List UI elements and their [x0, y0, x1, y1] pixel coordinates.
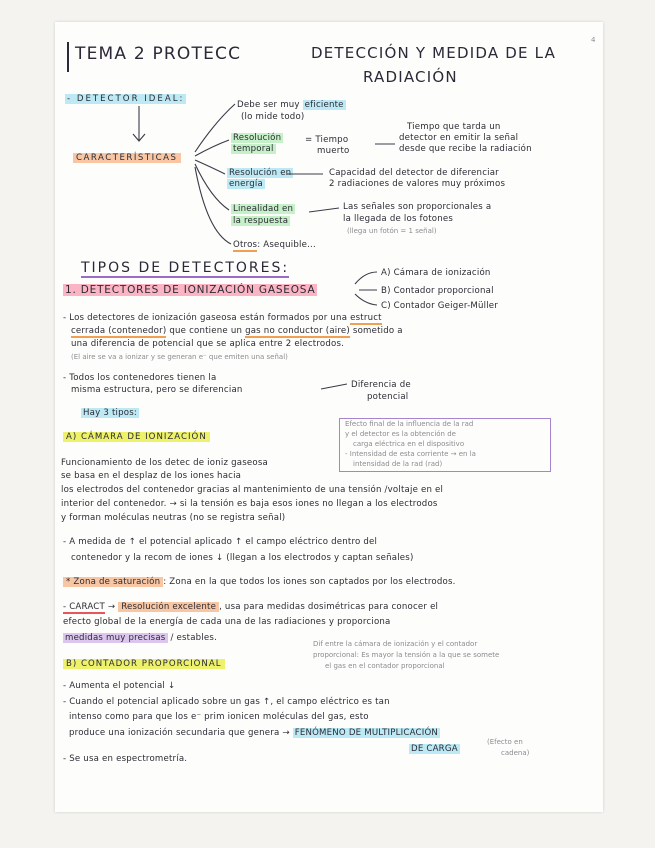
- page-title-line2: RADIACIÓN: [363, 68, 458, 86]
- linearity-note-2: la llegada de los fotones: [343, 214, 454, 224]
- arrow-type-a: [355, 272, 377, 284]
- c-line1: - Aumenta el potencial ↓: [63, 681, 176, 691]
- section-gas-ionization: 1. DETECTORES DE IONIZACIÓN GASEOSA: [65, 284, 316, 296]
- p2-line2: misma estructura, pero se diferencian: [71, 385, 243, 395]
- charge-multiplication: DE CARGA: [411, 744, 458, 754]
- p2-arrow-b: potencial: [367, 392, 409, 402]
- chamber-heading: A) CÁMARA DE IONIZACIÓN: [63, 432, 210, 442]
- type-a: A) Cámara de ionización: [381, 268, 491, 278]
- box-line-2: y el detector es la obtención de: [345, 430, 456, 438]
- diff-line2: proporcional: Es mayor la tensión a la que se somete: [313, 651, 500, 659]
- dead-time-note-1: Tiempo que tarda un: [407, 122, 501, 132]
- caract-line1: - CARACT → Resolución excelente , usa para medidas dosimétricas para conocer el: [63, 602, 439, 612]
- title-bar: [67, 42, 69, 72]
- page-title: TEMA 2 PROTECC: [75, 44, 242, 64]
- diff-line1: Dif entre la cámara de ionización y el contador: [313, 640, 478, 648]
- efficient-text: Debe ser muy eficiente: [237, 100, 344, 110]
- saturation-line: * Zona de saturación : Zona en la que todos los iones son captados por los electrodos.: [63, 577, 456, 587]
- three-types: Hay 3 tipos:: [83, 408, 137, 418]
- energy-note-2: 2 radiaciones de valores muy próximos: [329, 179, 506, 189]
- energy-note-1: Capacidad del detector de diferenciar: [329, 168, 499, 178]
- f-line5: y forman moléculas neutras (no se registra señal): [61, 513, 286, 523]
- dead-time-a: = Tiempo: [305, 135, 349, 145]
- c-line3: intenso como para que los e⁻ prim ionicen moléculas del gas, esto: [69, 712, 369, 722]
- notebook-page: [55, 22, 603, 812]
- p1-line1: - Los detectores de ionización gaseosa están formados por una estruct: [63, 313, 382, 323]
- p2-line1: - Todos los contenedores tienen la: [63, 373, 217, 383]
- c-line2: - Cuando el potencial aplicado sobre un gas ↑, el campo eléctrico es tan: [63, 697, 390, 707]
- branch-efficient: [195, 104, 235, 152]
- p1-line3: una diferencia de potencial que se aplica entre 2 electrodos.: [71, 339, 345, 349]
- box-line-4: - Intensidad de esta corriente → en la: [345, 450, 476, 458]
- c-line9: - Se usa en espectrometría.: [63, 754, 188, 764]
- branch-resolution: [195, 140, 229, 156]
- dead-time-note-3: desde que recibe la radiación: [399, 144, 532, 154]
- g-line1: - A medida de ↑ el potencial aplicado ↑ el campo eléctrico dentro del: [63, 537, 378, 547]
- p2-arrow-a: Diferencia de: [351, 380, 411, 390]
- f-line2: se basa en el desplaz de los iones hacia: [61, 471, 242, 481]
- type-b: B) Contador proporcional: [381, 286, 494, 296]
- arrow-linearity: [309, 208, 339, 212]
- branch-others: [195, 167, 231, 244]
- arrow-type-c: [355, 294, 377, 305]
- type-c: C) Contador Geiger-Müller: [381, 301, 499, 311]
- energy-resolution-b: energía: [229, 179, 263, 189]
- resolution-temporal-b: temporal: [233, 144, 274, 154]
- energy-resolution-a: Resolución en: [229, 168, 292, 178]
- resolution-temporal-a: Resolución: [233, 133, 282, 143]
- f-line1: Funcionamiento de los detec de ioniz gaseosa: [61, 458, 268, 468]
- f-line3: los electrodos del contenedor gracias al mantenimiento de una tensión /voltaje en el: [61, 485, 444, 495]
- linearity-a: Linealidad en: [233, 204, 294, 214]
- f-line4: interior del contenedor. → si la tensión es baja esos iones no llegan a los electrodos: [61, 499, 438, 509]
- chain-effect-a: (Efecto en: [487, 738, 523, 746]
- types-heading: TIPOS DE DETECTORES:: [81, 260, 290, 276]
- others-text: Otros: Asequible...: [233, 240, 316, 250]
- corner-mark: 4: [591, 36, 596, 44]
- box-line-1: Efecto final de la influencia de la rad: [345, 420, 474, 428]
- counter-heading: B) CONTADOR PROPORCIONAL: [63, 659, 225, 669]
- box-line-5: intensidad de la rad (rad): [353, 460, 443, 468]
- caract-line2: efecto global de la energía de cada una de las radiaciones y proporciona: [63, 617, 391, 627]
- p1-line2: cerrada (contenedor) que contiene un gas no conductor (aire) sometido a: [71, 326, 403, 336]
- linearity-note-3: (llega un fotón = 1 señal): [347, 227, 437, 235]
- diff-line3: el gas en el contador proporcional: [325, 662, 445, 670]
- linearity-note-1: Las señales son proporcionales a: [343, 202, 492, 212]
- c-line4: produce una ionización secundaria que genera → FENÓMENO DE MULTIPLICACIÓN: [69, 728, 439, 738]
- box-line-3: carga eléctrica en el dispositivo: [353, 440, 465, 448]
- caract-line3: medidas muy precisas / estables.: [65, 633, 218, 643]
- chain-effect-b: cadena): [501, 749, 530, 757]
- linearity-b: la respuesta: [233, 216, 289, 226]
- characteristics-label: CARACTERÍSTICAS: [73, 153, 181, 163]
- efficient-note: (lo mide todo): [241, 112, 305, 122]
- detector-ideal-heading: - DETECTOR IDEAL:: [67, 94, 185, 104]
- p1-note: (El aire se va a ionizar y se generan e⁻ que emiten una señal): [71, 353, 288, 361]
- branch-linearity: [195, 164, 229, 210]
- branch-energy: [195, 160, 225, 174]
- g-line2: contenedor y la recom de iones ↓ (llegan a los electrodos y captan señales): [71, 553, 414, 563]
- dead-time-b: muerto: [317, 146, 350, 156]
- down-arrow-head: [133, 134, 145, 141]
- arrow-potential: [321, 384, 347, 389]
- dead-time-note-2: detector en emitir la señal: [399, 133, 519, 143]
- page-title-rest: DETECCIÓN Y MEDIDA DE LA: [311, 44, 557, 62]
